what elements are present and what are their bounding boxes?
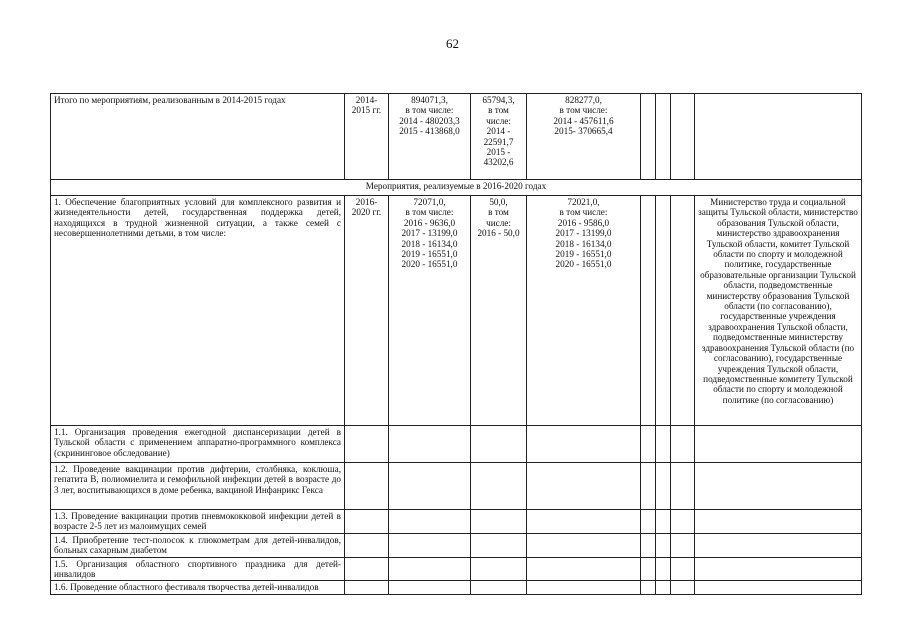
- empty-cell: [671, 94, 695, 180]
- empty-cell: [641, 94, 656, 180]
- subitem-1-6: 1.6. Проведение областного фестиваля творчества детей-инвалидов: [51, 581, 345, 594]
- item-1-name: 1. Обеспечение благоприятных условий для комплексного развития и жизнедеятельности детей, государственная поддержка детей, находящихся в трудной жизненной ситуации, а также семей с несовершеннолетними детьми, в том числе:: [51, 196, 345, 426]
- subitem-1-4: 1.4. Приобретение тест-полосок к глюкометрам для детей-инвалидов, больных сахарным диабетом: [51, 533, 345, 557]
- item-1-responsible: Министерство труда и социальной защиты Тульской области, министерство образования Тульской области, министерство здравоохранения Тульской области, комитет Тульской области по спорту и молодежной политике, государственные образовательные организации Тульской области, подведомственные министерству образования Тульской области (по согласованию), государственные учреждения здравоохранения Тульской области, подведомственные министерству здравоохранения Тульской области (по согласованию), государственные учреждения Тульской области, подведомственные комитету Тульской области по спорту и молодежной политике (по согласованию): [695, 196, 862, 426]
- subitem-1-3: 1.3. Проведение вакцинации против пневмококковой инфекции детей в возрасте 2-5 лет из малоимущих семей: [51, 510, 345, 534]
- total-row: [51, 94, 862, 180]
- empty-cell: [656, 196, 671, 426]
- empty-cell: [641, 196, 656, 426]
- section-header-row: [51, 180, 862, 196]
- subitem-row: [51, 463, 862, 510]
- total-row-name: Итого по мероприятиям, реализованным в 2014-2015 годах: [51, 94, 345, 180]
- subitem-row: [51, 510, 862, 534]
- total-row-period: 2014- 2015 гг.: [345, 94, 389, 180]
- total-row-total: 894071,3, в том числе: 2014 - 480203,3 2015 - 413868,0: [389, 94, 471, 180]
- subitem-row: [51, 533, 862, 557]
- item-1-federal: 50,0, в том числе: 2016 - 50,0: [471, 196, 527, 426]
- empty-cell: [671, 196, 695, 426]
- section-header: Мероприятия, реализуемые в 2016-2020 годах: [51, 180, 862, 196]
- program-table: [50, 93, 862, 595]
- page-number: 62: [446, 36, 459, 51]
- total-row-federal: 65794,3, в том числе: 2014 - 22591,7 2015 - 43202,6: [471, 94, 527, 180]
- item-1-period: 2016- 2020 гг.: [345, 196, 389, 426]
- total-row-regional: 828277,0, в том числе: 2014 - 457611,6 2015- 370665,4: [527, 94, 641, 180]
- empty-cell: [695, 94, 862, 180]
- empty-cell: [656, 94, 671, 180]
- item-1-row: [51, 196, 862, 426]
- subitem-row: [51, 581, 862, 594]
- subitem-1-1: 1.1. Организация проведения ежегодной диспансеризации детей в Тульской области с применением аппаратно-программного комплекса (скрининговое обследование): [51, 426, 345, 463]
- subitem-row: [51, 557, 862, 581]
- item-1-total: 72071,0, в том числе: 2016 - 9636,0 2017 - 13199,0 2018 - 16134,0 2019 - 16551,0 2020 - 16551,0: [389, 196, 471, 426]
- item-1-regional: 72021,0, в том числе: 2016 - 9586,0 2017 - 13199,0 2018 - 16134,0 2019 - 16551,0 2020 - 16551,0: [527, 196, 641, 426]
- subitem-1-5: 1.5. Организация областного спортивного праздника для детей-инвалидов: [51, 557, 345, 581]
- subitem-row: [51, 426, 862, 463]
- subitem-1-2: 1.2. Проведение вакцинации против дифтерии, столбняка, коклюша, гепатита В, полиомиелита и гемофильной инфекции детей в возрасте до 3 лет, воспитывающихся в доме ребенка, вакциной Инфанрикс Гекса: [51, 463, 345, 510]
